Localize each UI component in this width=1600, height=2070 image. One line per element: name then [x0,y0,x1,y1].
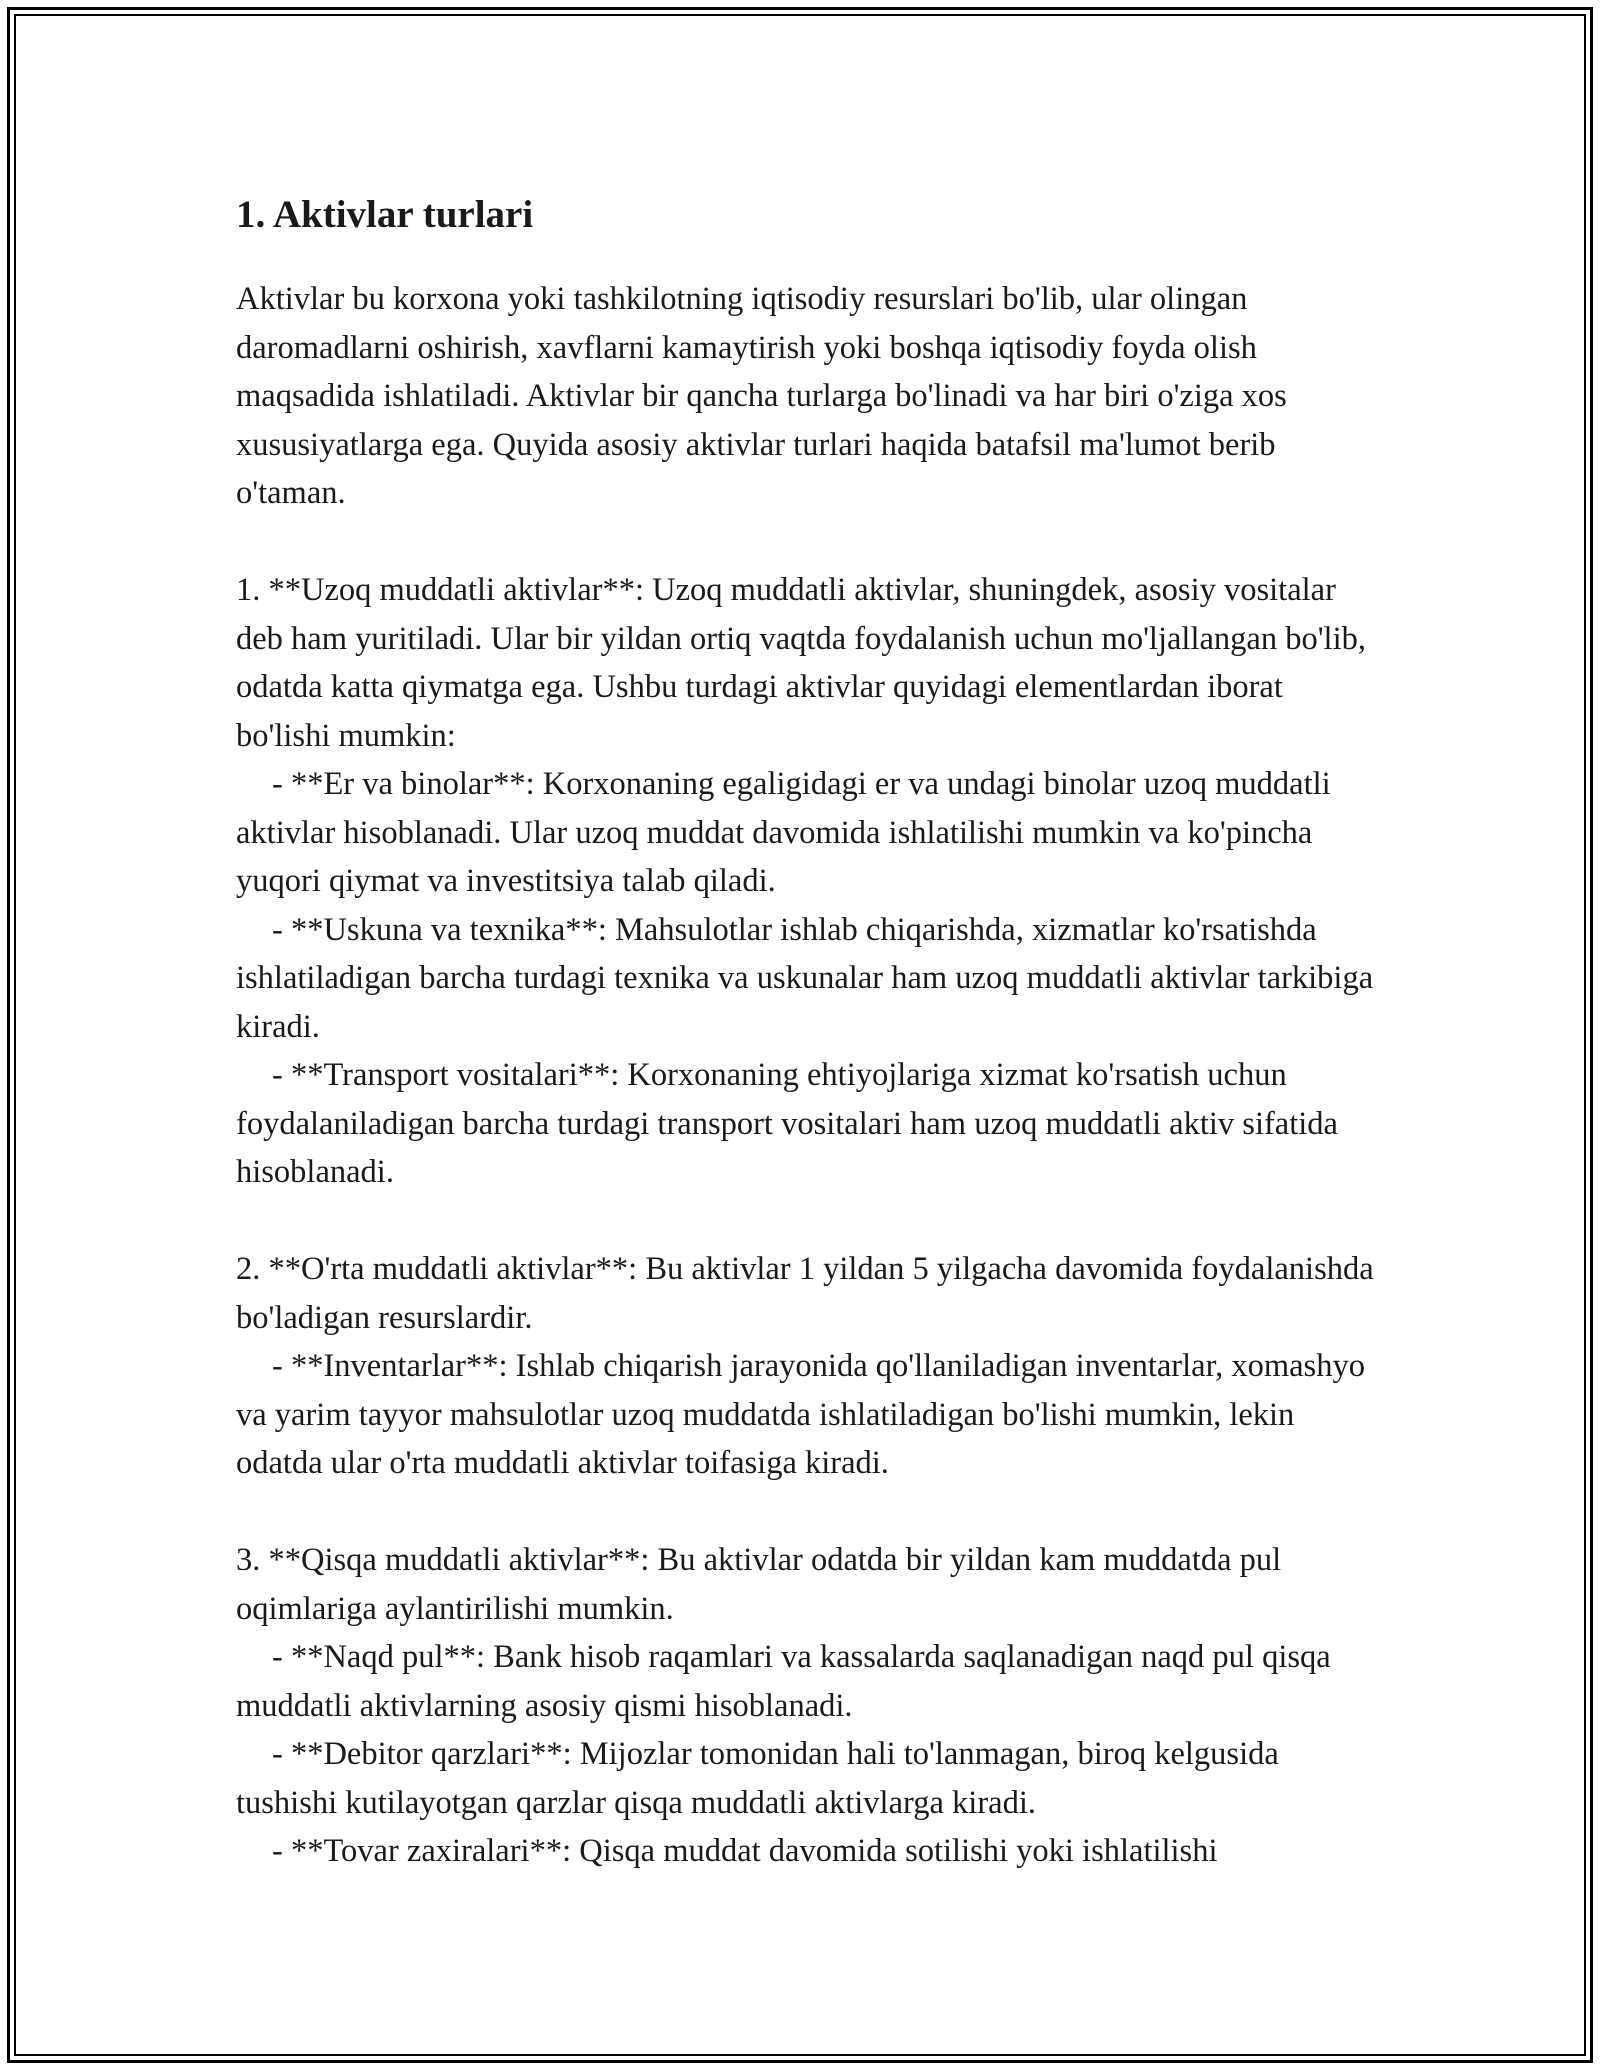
list-item-long-term-assets: 1. **Uzoq muddatli aktivlar**: Uzoq muddatli aktivlar, shuningdek, asosiy vositalar deb ham yuritiladi. Ular bir yildan ortiq vaqtda foydalanish uchun mo'ljallangan bo'lib, odatda katta qiymatga ega. Ushbu turdagi aktivlar quyidagi elementlardan iborat bo'lishi mumkin: [236,572,1366,754]
sub-item-goods-stock: - **Tovar zaxiralari**: Qisqa muddat davomida sotilishi yoki ishlatilishi [272,1833,1218,1869]
document-body [236,190,1376,1876]
list-item-medium-term-assets: 2. **O'rta muddatli aktivlar**: Bu aktivlar 1 yildan 5 yilgacha davomida foydalanishda bo'ladigan resurslardir. [236,1251,1374,1336]
sub-item-transport: - **Transport vositalari**: Korxonaning ehtiyojlariga xizmat ko'rsatish uchun foydalaniladigan barcha turdagi transport vositalari ham uzoq muddatli aktiv sifatida hisoblanadi. [236,1057,1338,1190]
paragraph-gap [236,518,1376,567]
paragraph-gap [236,1488,1376,1537]
list-item-short-term-assets: 3. **Qisqa muddatli aktivlar**: Bu aktivlar odatda bir yildan kam muddatda pul oqimlariga aylantirilishi mumkin. [236,1542,1282,1627]
paragraph-gap [236,1197,1376,1246]
sub-item-inventories: - **Inventarlar**: Ishlab chiqarish jarayonida qo'llaniladigan inventarlar, xomashyo va yarim tayyor mahsulotlar uzoq muddatda ishlatiladigan bo'lishi mumkin, lekin odatda ular o'rta muddatli aktivlar toifasiga kiradi. [236,1348,1365,1481]
sub-item-land-buildings: - **Er va binolar**: Korxonaning egaligidagi er va undagi binolar uzoq muddatli aktivlar hisoblanadi. Ular uzoq muddat davomida ishlatilishi mumkin va ko'pincha yuqori qiymat va investitsiya talab qiladi. [236,766,1331,899]
document-title: 1. Aktivlar turlari [236,193,534,236]
sub-item-cash: - **Naqd pul**: Bank hisob raqamlari va kassalarda saqlanadigan naqd pul qisqa muddatli aktivlarning asosiy qismi hisoblanadi. [236,1639,1331,1724]
sub-item-equipment: - **Uskuna va texnika**: Mahsulotlar ishlab chiqarishda, xizmatlar ko'rsatishda ishlatiladigan barcha turdagi texnika va uskunalar ham uzoq muddatli aktivlar tarkibiga kiradi. [236,911,1374,1045]
intro-paragraph: Aktivlar bu korxona yoki tashkilotning iqtisodiy resurslari bo'lib, ular olingan daromadlarni oshirish, xavflarni kamaytirish yoki boshqa iqtisodiy foyda olish maqsadida ishlatiladi. Aktivlar bir qancha turlarga bo'linadi va har biri o'ziga xos xususiyatlarga ega. Quyida asosiy aktivlar turlari haqida batafsil ma'lumot berib o'taman. [236,281,1287,511]
sub-item-receivables: - **Debitor qarzlari**: Mijozlar tomonidan hali to'lanmagan, biroq kelgusida tushishi kutilayotgan qarzlar qisqa muddatli aktivlarga kiradi. [236,1736,1279,1821]
